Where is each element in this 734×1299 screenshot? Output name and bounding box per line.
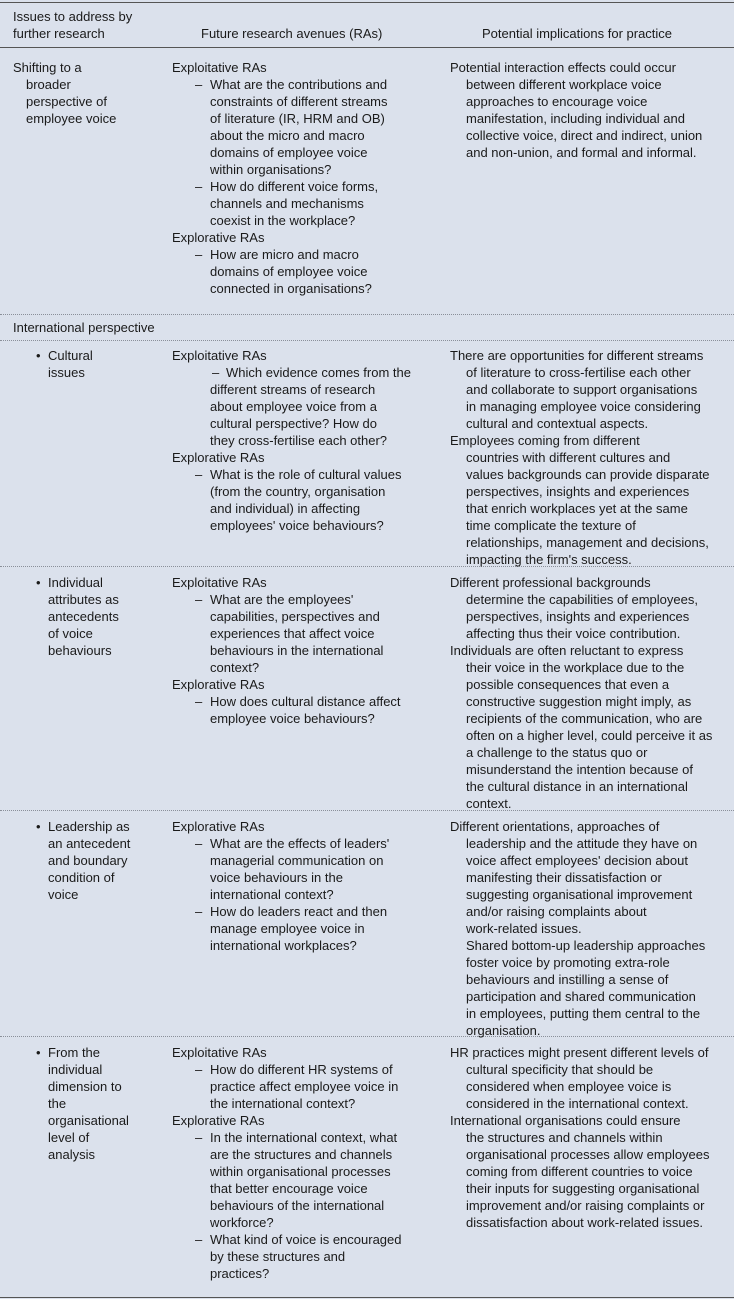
header-col-research-avenues: Future research avenues (RAs) — [201, 26, 383, 41]
ra-heading: Exploitative RAs — [172, 1045, 267, 1060]
top-rule — [0, 2, 734, 3]
ra-heading: Exploitative RAs — [172, 60, 267, 75]
research-question: What are the effects of leaders' managerial communication on voice behaviours in the international context? — [210, 836, 390, 902]
ra-heading: Exploitative RAs — [172, 575, 267, 590]
dash-glyph: – — [195, 694, 203, 709]
dash-glyph: – — [195, 1130, 203, 1145]
research-question: How are micro and macro domains of employee voice connected in organisations? — [210, 247, 372, 296]
research-question: What is the role of cultural values (from the country, organisation and individual) in affecting employees' voice behaviours? — [210, 467, 402, 533]
ra-heading: Explorative RAs — [172, 1113, 265, 1128]
row-divider — [0, 340, 734, 341]
dash-glyph: – — [195, 1232, 203, 1247]
research-question: How do different voice forms, channels and mechanisms coexist in the workplace? — [210, 179, 379, 228]
issue-cell: Leadership as an antecedent and boundary condition of voice — [48, 819, 131, 902]
implication-cell: Potential interaction effects could occur between different workplace voice approaches to encourage voice manifestation, including individual and collective voice, direct and indirect, union and non-union, and formal and informal. — [450, 60, 703, 160]
dash-glyph: – — [195, 179, 203, 194]
section-heading: International perspective — [13, 320, 155, 335]
dash-glyph: – — [195, 592, 203, 607]
issue-cell: Cultural issues — [48, 348, 93, 380]
research-question: What kind of voice is encouraged by these structures and practices? — [210, 1232, 402, 1281]
research-question: What are the employees' capabilities, perspectives and experiences that affect voice behaviours in the international context? — [210, 592, 384, 675]
research-question: What are the contributions and constraints of different streams of literature (IR, HRM and OB) about the micro and macro domains of employee voice within organisations? — [210, 77, 388, 177]
dash-glyph: – — [195, 467, 203, 482]
row-divider — [0, 314, 734, 315]
bottom-rule — [0, 1297, 734, 1298]
issue-cell: Shifting to a broader perspective of employee voice — [13, 60, 117, 126]
ra-heading: Explorative RAs — [172, 677, 265, 692]
header-rule — [0, 47, 734, 48]
dash-glyph: – — [195, 77, 203, 92]
bullet-glyph: • — [36, 819, 41, 834]
implication-cell: Different orientations, approaches of leadership and the attitude they have on voice affect employees' decision about manifesting their dissatisfaction or suggesting organisational improvement and/or raising complaints about work-related issues. Shared bottom-up leadership approaches foster voice by promoting extra-role behaviours and instilling a sense of participation and shared communication in employees, putting them central to the organisation. — [450, 819, 706, 1038]
dash-glyph: – — [195, 836, 203, 851]
research-question: How does cultural distance affect employee voice behaviours? — [210, 694, 401, 726]
bullet-glyph: • — [36, 348, 41, 363]
research-question: Which evidence comes from the different streams of research about employee voice from a cultural perspective? How do they cross-fertilise each other? — [210, 365, 411, 448]
dash-glyph: – — [195, 904, 203, 919]
ra-heading: Explorative RAs — [172, 819, 265, 834]
implication-cell: Different professional backgrounds determine the capabilities of employees, perspectives, insights and experiences affecting thus their voice contribution. Individuals are often reluctant to express their voice in the workplace due to the possible consequences that even a constructive suggestion might imply, as recipients of the communication, who are often on a higher level, could perceive it as a challenge to the status quo or misunderstand the intention because of the cultural distance in an international context. — [450, 575, 713, 811]
bullet-glyph: • — [36, 575, 41, 590]
ra-heading: Explorative RAs — [172, 450, 265, 465]
header-col-implications: Potential implications for practice — [482, 26, 673, 41]
research-question: How do leaders react and then manage employee voice in international workplaces? — [210, 904, 388, 953]
implication-cell: There are opportunities for different streams of literature to cross-fertilise each other and collaborate to support organisations in managing employee voice considering cultural and contextual aspects. Employees coming from different countries with different cultures and values backgrounds can provide disparate perspectives, insights and experiences that enrich workplaces yet at the same time complicate the texture of relationships, management and decisions, impacting the firm's success. — [450, 348, 710, 567]
dash-glyph: – — [212, 365, 220, 380]
ra-heading: Exploitative RAs — [172, 348, 267, 363]
header-col-issues: Issues to address by further research — [13, 9, 133, 41]
dash-glyph: – — [195, 247, 203, 262]
issue-cell: From the individual dimension to the organisational level of analysis — [48, 1045, 129, 1162]
bullet-glyph: • — [36, 1045, 41, 1060]
issue-cell: Individual attributes as antecedents of voice behaviours — [48, 575, 119, 658]
ra-heading: Explorative RAs — [172, 230, 265, 245]
research-question: How do different HR systems of practice affect employee voice in the international context? — [210, 1062, 399, 1111]
dash-glyph: – — [195, 1062, 203, 1077]
research-question: In the international context, what are the structures and channels within organisational processes that better encourage voice behaviours of the international workforce? — [210, 1130, 398, 1230]
implication-cell: HR practices might present different levels of cultural specificity that should be considered when employee voice is considered in the international context. International organisations could ensure the structures and channels within organisational processes allow employees coming from different countries to voice their inputs for suggesting organisational improvement and/or raising complaints or dissatisfaction about work-related issues. — [450, 1045, 710, 1230]
